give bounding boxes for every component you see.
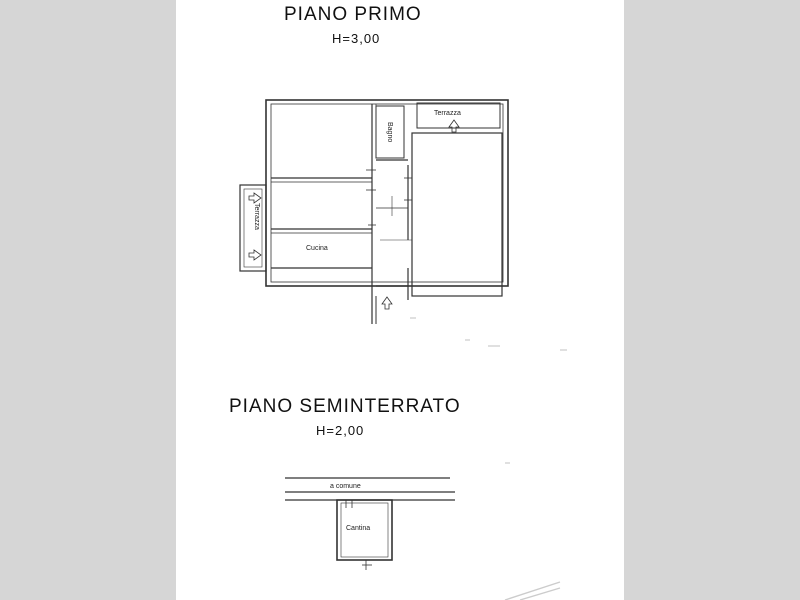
cucina-label: Cucina <box>306 245 328 252</box>
corridor-label: a comune <box>330 483 361 490</box>
basement-height: H=2,00 <box>316 423 365 438</box>
first-floor-height: H=3,00 <box>332 31 381 46</box>
cantina-label: Cantina <box>346 525 371 532</box>
basement-title: PIANO SEMINTERRATO <box>229 396 461 417</box>
basement-plan <box>285 478 455 570</box>
terrazza-top-label: Terrazza <box>434 110 461 117</box>
bagno-label: Bagno <box>386 122 393 143</box>
first-floor-plan <box>240 100 508 324</box>
watermark-logo <box>505 582 560 600</box>
scan-artifacts <box>410 318 567 463</box>
first-floor-title: PIANO PRIMO <box>284 4 422 25</box>
terrazza-left-label: Terrazza <box>253 203 260 230</box>
